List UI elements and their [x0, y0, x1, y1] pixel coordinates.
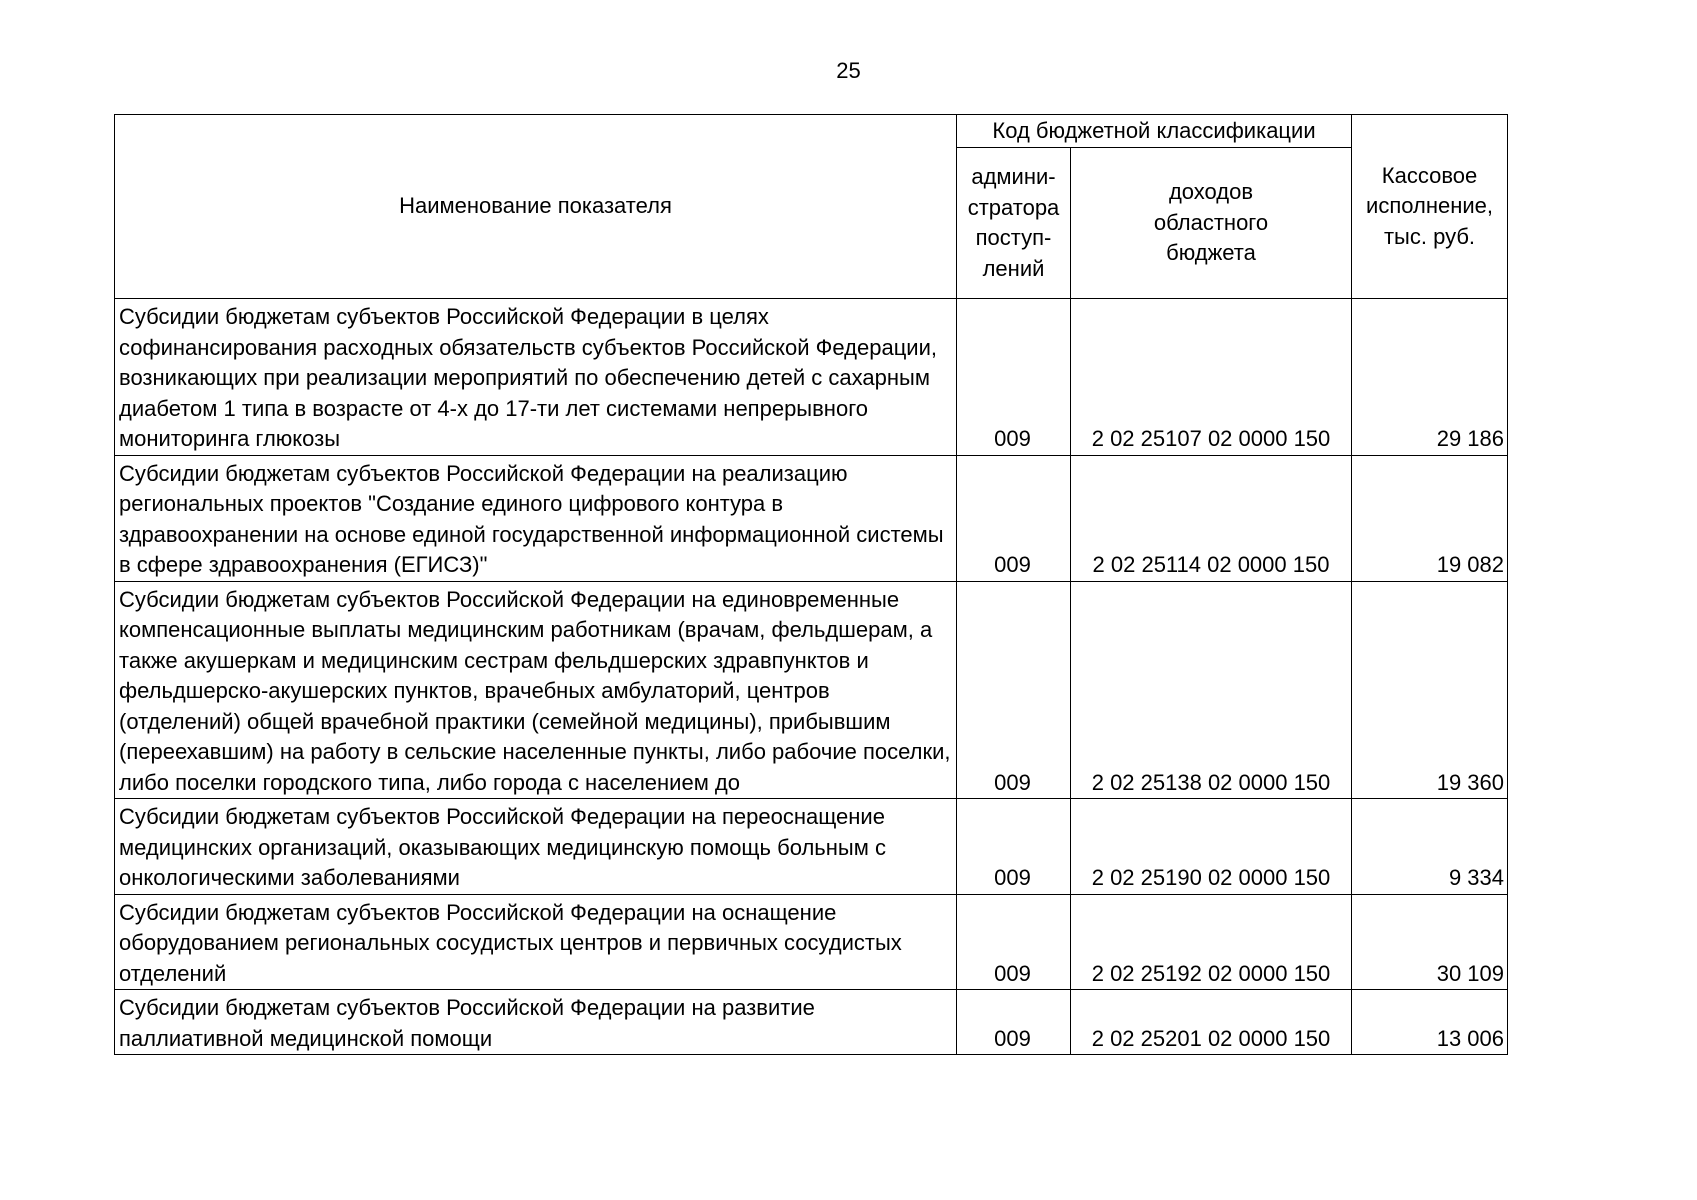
row-amount: 19 360 — [1352, 581, 1508, 799]
header-row — [115, 115, 1508, 148]
row-admin-code: 009 — [957, 894, 1071, 990]
header-income-line: доходов — [1168, 179, 1254, 205]
header-code-group: Код бюджетной классификации — [957, 115, 1352, 148]
row-name: Субсидии бюджетам субъектов Российской Федерации на оснащение оборудованием региональных сосудистых центров и первичных сосудистых отделений — [115, 894, 957, 990]
header-admin — [957, 148, 1071, 299]
row-income-code: 2 02 25107 02 0000 150 — [1071, 299, 1352, 456]
row-amount: 9 334 — [1352, 799, 1508, 895]
row-income-code: 2 02 25114 02 0000 150 — [1071, 455, 1352, 581]
header-amount — [1352, 115, 1508, 299]
row-name: Субсидии бюджетам субъектов Российской Федерации в целях софинансирования расходных обязательств субъектов Российской Федерации, возникающих при реализации мероприятий по обеспечению детей с сахарным диабетом 1 типа в возрасте от 4-х до 17-ти лет системами непрерывного мониторинга глюкозы — [115, 299, 957, 456]
row-name: Субсидии бюджетам субъектов Российской Федерации на переоснащение медицинских организаций, оказывающих медицинскую помощь больным с онкологическими заболеваниями — [115, 799, 957, 895]
row-income-code: 2 02 25192 02 0000 150 — [1071, 894, 1352, 990]
header-admin-line: админи- — [971, 164, 1056, 189]
table-row — [115, 799, 1508, 895]
row-admin-code: 009 — [957, 455, 1071, 581]
table-row — [115, 455, 1508, 581]
row-name: Субсидии бюджетам субъектов Российской Федерации на реализацию региональных проектов "Создание единого цифрового контура в здравоохранении на основе единой государственной информационной системы в сфере здравоохранения (ЕГИСЗ)" — [115, 455, 957, 581]
header-income-line: бюджета — [1166, 240, 1256, 266]
row-name: Субсидии бюджетам субъектов Российской Федерации на единовременные компенсационные выплаты медицинским работникам (врачам, фельдшерам, а также акушеркам и медицинским сестрам фельдшерских здравпунктов и фельдшерско-акушерских пунктов, врачебных амбулаторий, центров (отделений) общей врачебной практики (семейной медицины), прибывшим (переехавшим) на работу в сельские населенные пункты, либо рабочие поселки, либо поселки городского типа, либо города с населением до — [115, 581, 957, 799]
header-amount-line: тыс. руб. — [1383, 223, 1476, 249]
header-name: Наименование показателя — [115, 115, 957, 299]
row-income-code: 2 02 25138 02 0000 150 — [1071, 581, 1352, 799]
row-admin-code: 009 — [957, 990, 1071, 1055]
page-number: 25 — [836, 58, 861, 83]
header-admin-line: стратора — [967, 194, 1060, 220]
row-amount: 19 082 — [1352, 455, 1508, 581]
row-admin-code: 009 — [957, 299, 1071, 456]
row-amount: 29 186 — [1352, 299, 1508, 456]
header-income-line: областного — [1153, 209, 1269, 235]
row-admin-code: 009 — [957, 799, 1071, 895]
header-admin-line: лений — [982, 255, 1045, 281]
row-amount: 30 109 — [1352, 894, 1508, 990]
row-income-code: 2 02 25201 02 0000 150 — [1071, 990, 1352, 1055]
table-row — [115, 581, 1508, 799]
header-amount-line: Кассовое — [1381, 162, 1478, 188]
header-amount-line: исполнение, — [1366, 193, 1493, 219]
row-name: Субсидии бюджетам субъектов Российской Федерации на развитие паллиативной медицинской помощи — [115, 990, 957, 1055]
row-amount: 13 006 — [1352, 990, 1508, 1055]
header-admin-line: поступ- — [975, 225, 1052, 250]
table-row — [115, 299, 1508, 456]
row-admin-code: 009 — [957, 581, 1071, 799]
budget-table — [114, 114, 1508, 1055]
table-row — [115, 894, 1508, 990]
row-income-code: 2 02 25190 02 0000 150 — [1071, 799, 1352, 895]
header-income — [1071, 148, 1352, 299]
table-row — [115, 990, 1508, 1055]
